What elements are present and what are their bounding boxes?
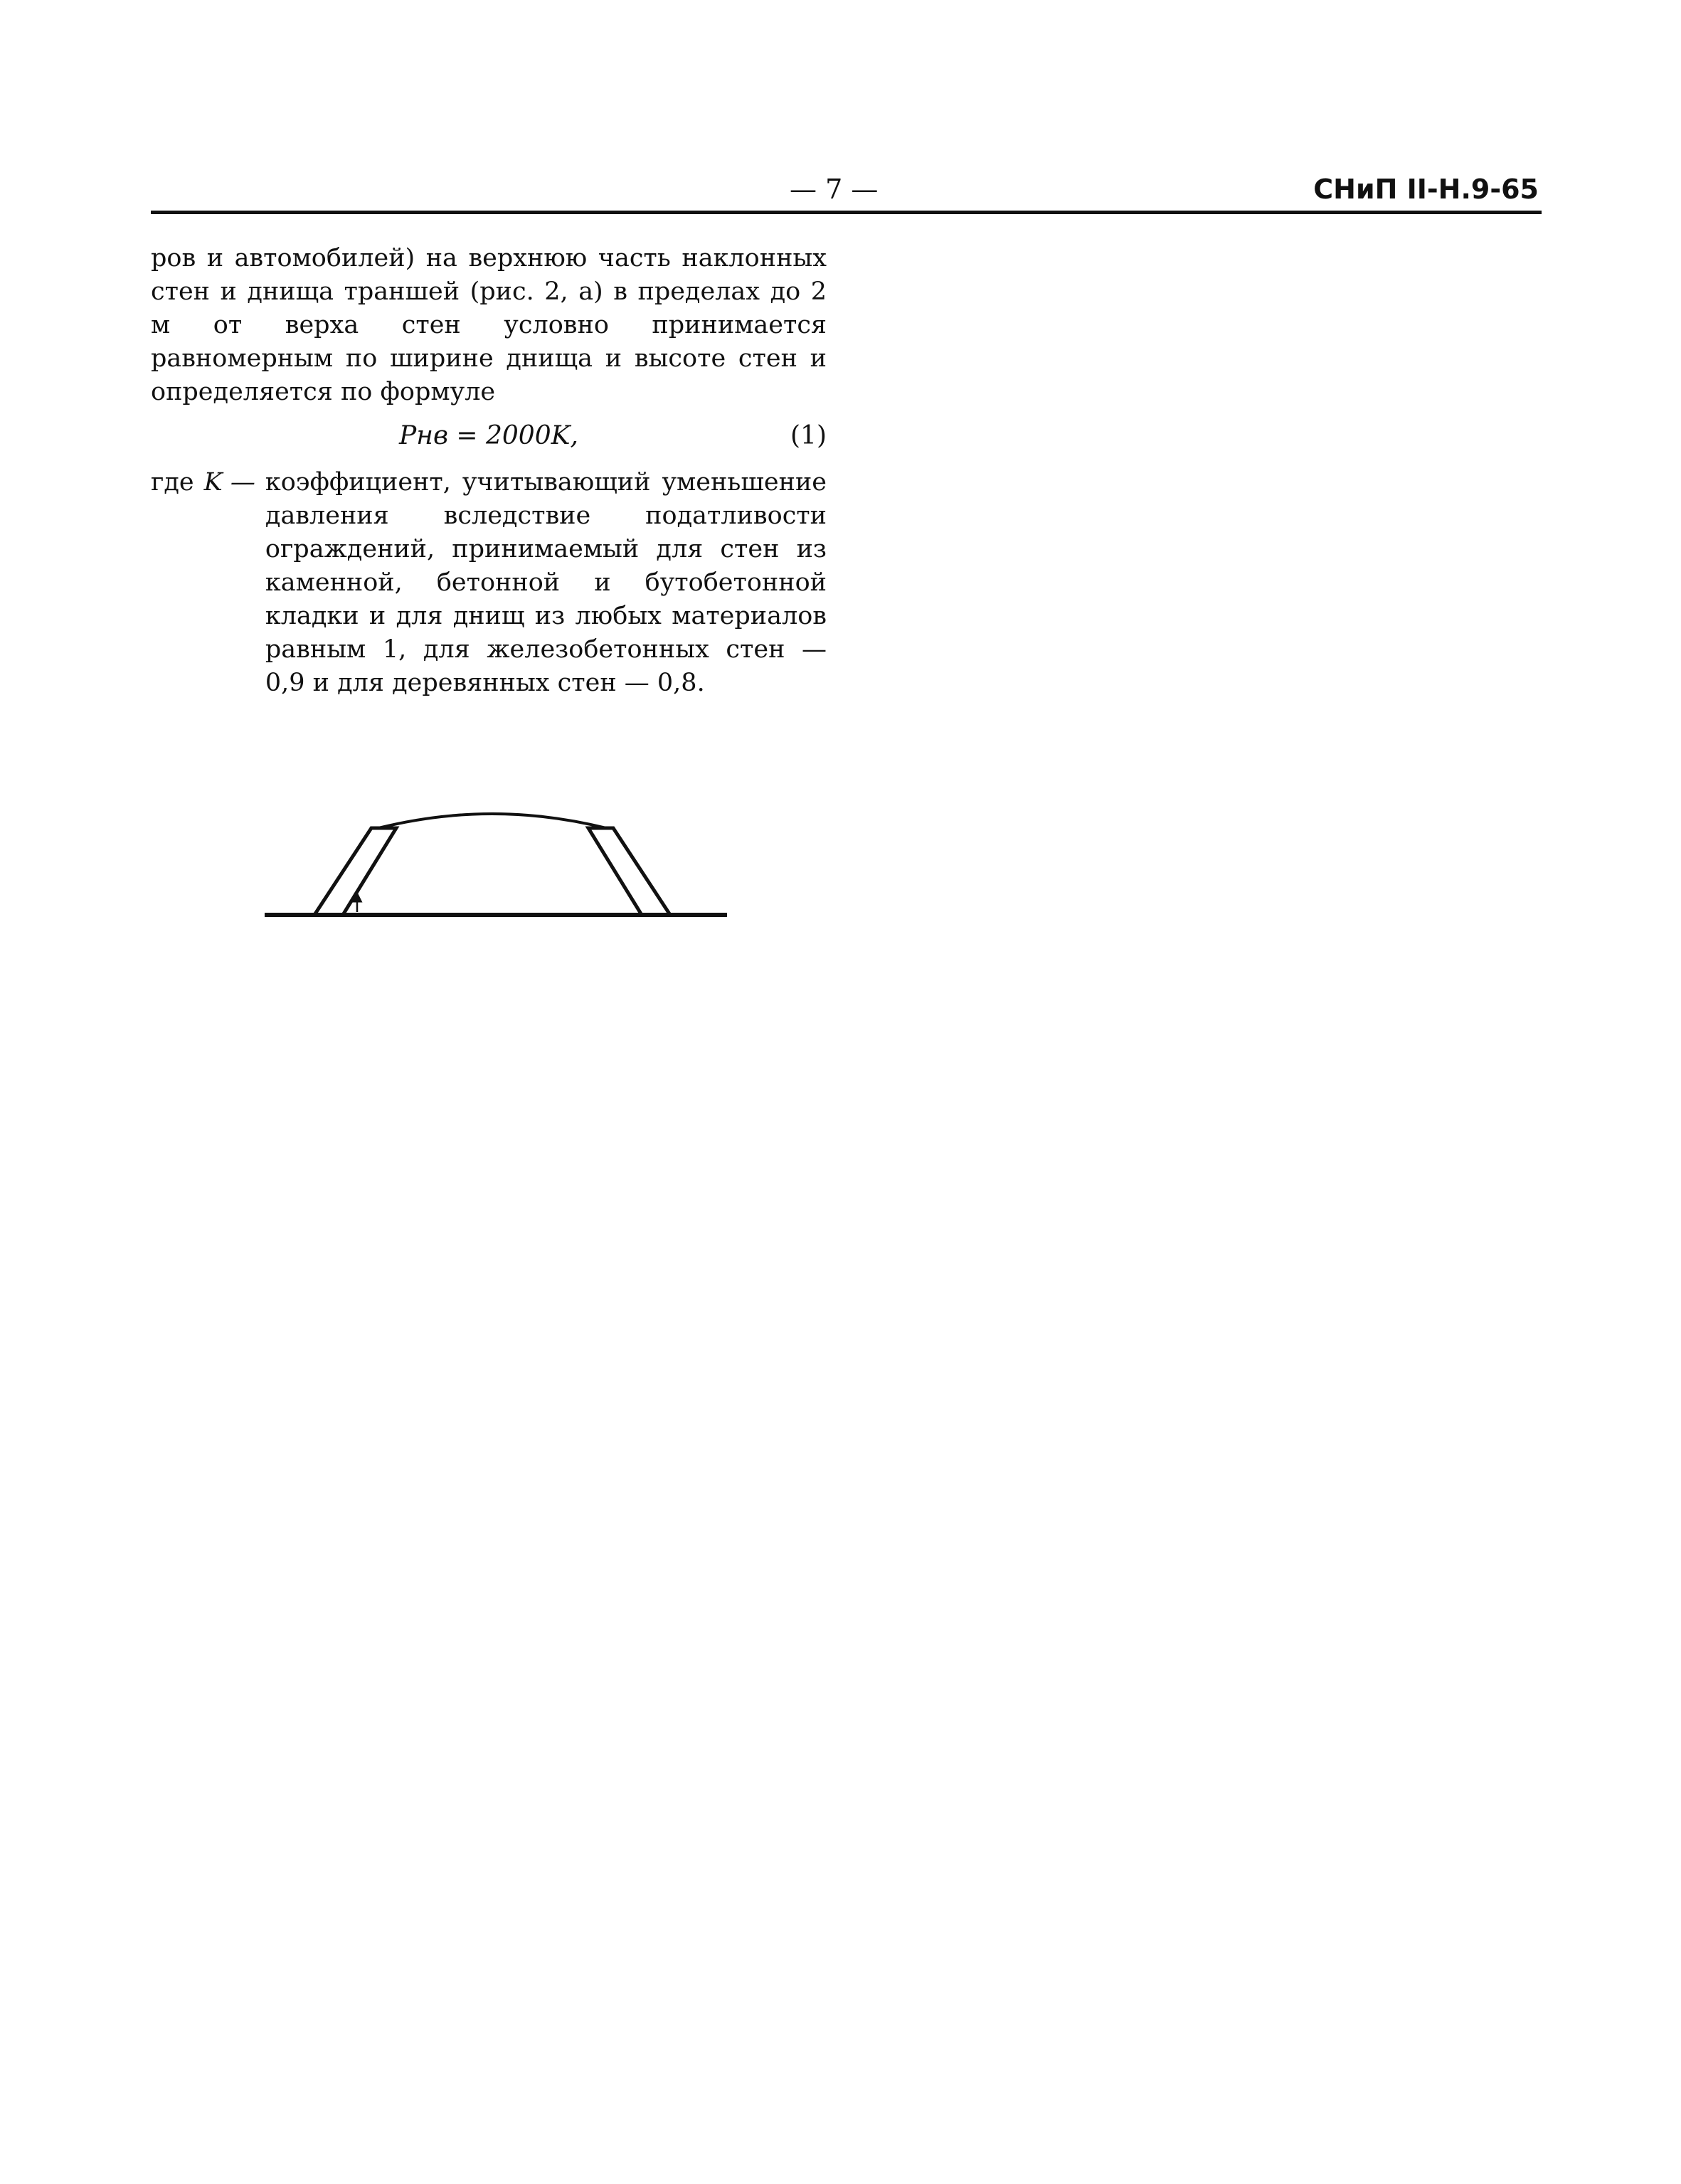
formula-1-expression: Pнв = 2000K,: [399, 421, 578, 450]
formula-1: [151, 415, 827, 457]
formula-1-number: (1): [790, 421, 827, 450]
document-code: СНиП II-Н.9-65: [1313, 174, 1539, 205]
header-rule: [151, 211, 1542, 214]
intro-paragraph: ров и автомобилей) на верхнюю часть наклонных стен и днища траншей (рис. 2, а) в пределах до 2 м от верха стен условно принимается равномерным по ширине днища и высоте стен и определяется по формуле: [151, 244, 827, 406]
k-symbol: K —: [203, 468, 255, 497]
figure-2a-trench: [265, 814, 727, 915]
figure-2-diagram: [151, 728, 827, 1098]
k-definition: [151, 466, 827, 700]
where-word: где: [151, 468, 194, 497]
figure-2: [151, 728, 827, 1098]
left-column: [151, 242, 827, 1098]
page-number: — 7 —: [790, 174, 879, 205]
k-definition-text: коэффициент, учитывающий уменьшение давления вследствие податливости ограждений, принимаемый для стен из каменной, бетонной и бутобетонной кладки и для днищ из любых материалов равным 1, для железобетонных стен — 0,9 и для деревянных стен — 0,8.: [265, 468, 827, 697]
